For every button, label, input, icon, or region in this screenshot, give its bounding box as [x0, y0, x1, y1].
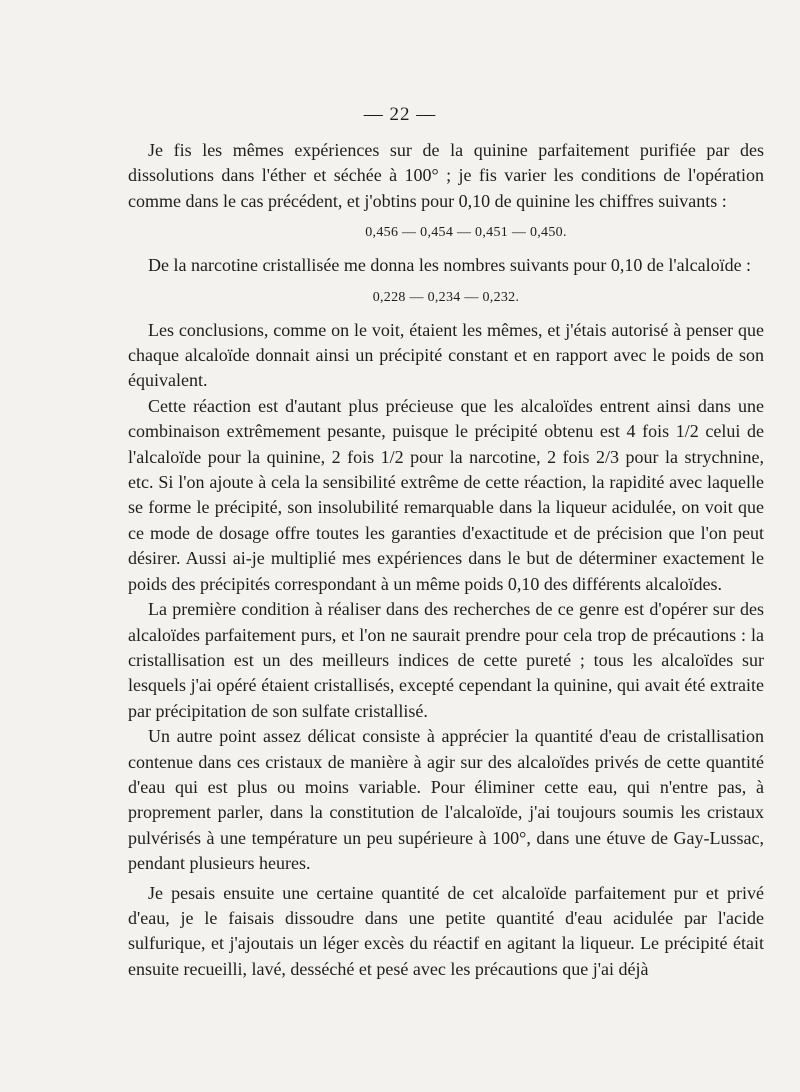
paragraph-conclusions: Les conclusions, comme on le voit, étaient les mêmes, et j'étais autorisé à penser que chaque alcaloïde donnait ainsi un précipité constant et en rapport avec le poids de son équivalent.	[128, 319, 764, 391]
paragraph-water-of-crystallisation: Un autre point assez délicat consiste à apprécier la quantité d'eau de cristallisation contenue dans ces cristaux de manière à agir sur des alcaloïdes privés de cette quantité d'eau qui est plus ou moins variable. Pour éliminer cette eau, qui n'entre pas, à proprement parler, dans la constitution de l'alcaloïde, j'ai toujours soumis les cristaux pulvérisés à une température un peu supérieure à 100°, dans une étuve de Gay-Lussac, pendant plusieurs heures.	[128, 726, 764, 874]
narcotine-values: 0,228 — 0,234 — 0,232.	[372, 289, 520, 305]
page-number: — 22 —	[363, 104, 437, 125]
paragraph-procedure: Je pesais ensuite une certaine quantité de cet alcaloïde parfaitement pur et privé d'eau, je le faisais dissoudre dans une petite quantité d'eau acidulée par l'acide sulfurique, et j'ajoutais un léger excès du réactif en agitant la liqueur. Le précipité était ensuite recueilli, lavé, desséché et pesé avec les précautions que j'ai déjà	[128, 882, 764, 979]
paragraph-narcotine: De la narcotine cristallisée me donna les nombres suivants pour 0,10 de l'alcaloïde :	[148, 255, 752, 276]
paragraph-reaction: Cette réaction est d'autant plus précieuse que les alcaloïdes entrent ainsi dans une combinaison extrêmement pesante, puisque le précipité obtenu est 4 fois 1/2 celui de l'alcaloïde pour la quinine, 2 fois 1/2 pour la narcotine, 2 fois 2/3 pour la strychnine, etc. Si l'on ajoute à cela la sensibilité extrême de cette réaction, la rapidité avec laquelle se forme le précipité, son insolubilité remarquable dans la liqueur acidulée, on voit que ce mode de dosage offre toutes les garanties d'exactitude et de précision que l'on peut désirer. Aussi ai-je multiplié mes expériences dans le but de déterminer exactement le poids des précipités correspondant à un même poids 0,10 des différents alcaloïdes.	[128, 395, 764, 594]
paragraph-first-condition: La première condition à réaliser dans des recherches de ce genre est d'opérer sur des alcaloïdes parfaitement purs, et l'on ne saurait prendre pour cela trop de précautions : la cristallisation est un des meilleurs indices de cette pureté ; tous les alcaloïdes sur lesquels j'ai opéré étaient cristallisés, excepté cependant la quinine, qui avait été extraite par précipitation de son sulfate cristallisé.	[128, 599, 764, 721]
body-text	[128, 138, 764, 982]
paragraph-quinine-experiments: Je fis les mêmes expériences sur de la quinine parfaitement purifiée par des dissolutions dans l'éther et séchée à 100° ; je fis varier les conditions de l'opération comme dans le cas précédent, et j'obtins pour 0,10 de quinine les chiffres suivants :	[128, 140, 764, 211]
quinine-values: 0,456 — 0,454 — 0,451 — 0,450.	[365, 225, 567, 241]
